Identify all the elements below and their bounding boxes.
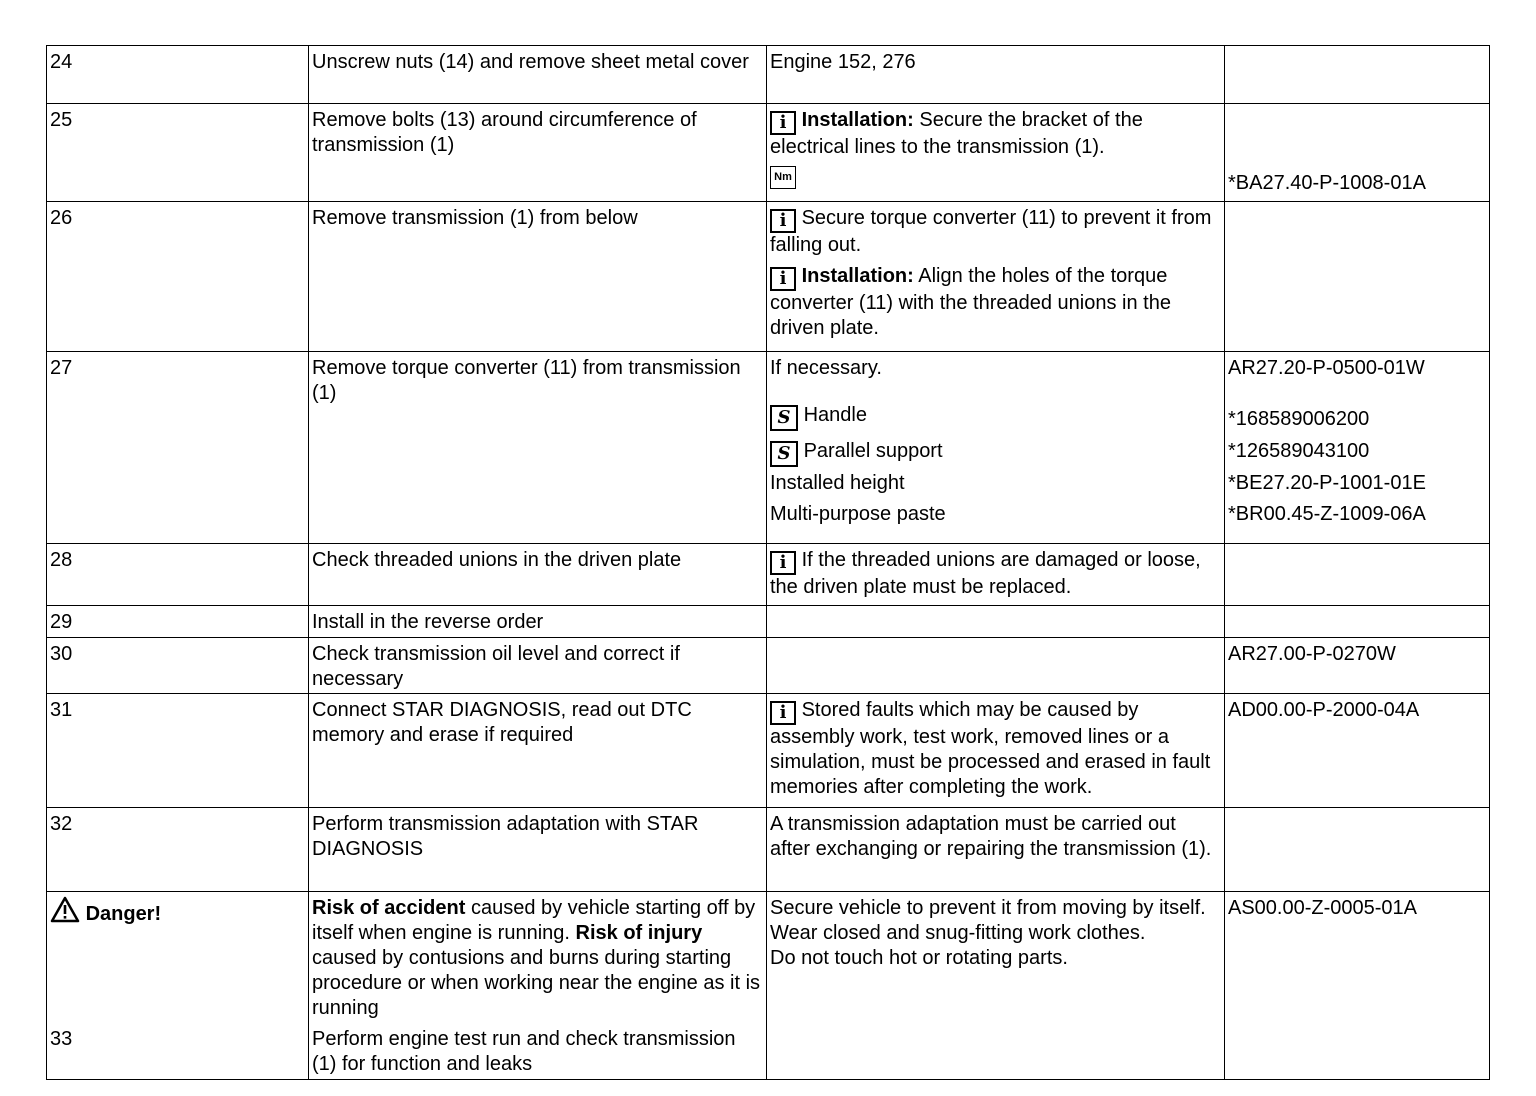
danger-reference: AS00.00-Z-0005-01A [1225, 892, 1490, 1080]
info-icon: i [770, 267, 796, 291]
step-note [767, 638, 1225, 694]
step-action: Connect STAR DIAGNOSIS, read out DTC memory and erase if required [309, 694, 767, 808]
table-row [47, 638, 1490, 694]
step-note: Engine 152, 276 [767, 46, 1225, 104]
step-note [767, 544, 1225, 606]
note-text: Secure the bracket of the electrical lines to the transmission (1). [770, 109, 1143, 158]
step-action: Check transmission oil level and correct if necessary [309, 638, 767, 694]
table-row [47, 352, 1490, 544]
note-text: Align the holes of the torque converter (11) with the threaded unions in the driven plate. [770, 265, 1171, 339]
info-icon: i [770, 209, 796, 233]
step-number: 29 [47, 606, 309, 638]
step-number: 30 [47, 638, 309, 694]
info-icon: i [770, 111, 796, 135]
procedure-table [46, 45, 1490, 1080]
special-tool-icon: S [770, 405, 798, 431]
step-action: Perform transmission adaptation with STAR DIAGNOSIS [309, 808, 767, 892]
note-text: Stored faults which may be caused by assembly work, test work, removed lines or a simulation, must be processed and erased in fault memories after completing the work. [770, 699, 1211, 798]
step-note [767, 694, 1225, 808]
item-text: Parallel support [803, 440, 943, 462]
item-reference: *BE27.20-P-1001-01E [1228, 472, 1426, 494]
step-note: A transmission adaptation must be carried out after exchanging or repairing the transmission (1). [767, 808, 1225, 892]
table-row [47, 694, 1490, 808]
item-reference: AR27.20-P-0500-01W [1228, 357, 1425, 379]
step-reference [1225, 808, 1490, 892]
info-icon: i [770, 701, 796, 725]
step-note [767, 606, 1225, 638]
danger-description [309, 892, 767, 1080]
step-action: Install in the reverse order [309, 606, 767, 638]
step-action: Check threaded unions in the driven plate [309, 544, 767, 606]
step-number: 33 [50, 1028, 73, 1050]
step-reference [1225, 46, 1490, 104]
item-reference: *126589043100 [1228, 440, 1370, 462]
step-number: 27 [47, 352, 309, 544]
table-row [47, 202, 1490, 352]
item-text: Multi-purpose paste [770, 503, 946, 525]
table-row [47, 892, 1490, 1080]
step-reference [1225, 606, 1490, 638]
risk-accident-text: caused by vehicle starting off by itself when engine is running. [312, 897, 756, 944]
step-action: Perform engine test run and check transmission (1) for function and leaks [312, 1028, 736, 1075]
item-text: Installed height [770, 472, 905, 494]
table-row [47, 46, 1490, 104]
table-row [47, 104, 1490, 202]
table-row [47, 808, 1490, 892]
step-number: 26 [47, 202, 309, 352]
warning-triangle-icon [50, 896, 80, 923]
info-icon: i [770, 551, 796, 575]
item-text: If necessary. [770, 357, 882, 379]
installation-label: Installation: [801, 265, 914, 287]
note-text: If the threaded unions are damaged or loose, the driven plate must be replaced. [770, 549, 1201, 598]
note-text: Secure torque converter (11) to prevent it from falling out. [770, 207, 1212, 256]
table-row [47, 606, 1490, 638]
step-reference: AD00.00-P-2000-04A [1225, 694, 1490, 808]
measure-text: Secure vehicle to prevent it from moving by itself. [770, 897, 1206, 919]
step-reference: AR27.00-P-0270W [1225, 638, 1490, 694]
measure-text: Wear closed and snug-fitting work clothes. [770, 922, 1146, 944]
step-reference [1225, 202, 1490, 352]
measure-text: Do not touch hot or rotating parts. [770, 947, 1068, 969]
risk-accident-label: Risk of accident [312, 897, 466, 919]
step-number: 25 [47, 104, 309, 202]
item-reference: *BR00.45-Z-1009-06A [1228, 503, 1426, 525]
danger-measures [767, 892, 1225, 1080]
special-tool-icon: S [770, 441, 798, 467]
installation-label: Installation: [801, 109, 914, 131]
step-number: 31 [47, 694, 309, 808]
step-action: Unscrew nuts (14) and remove sheet metal cover [309, 46, 767, 104]
item-text: Handle [803, 404, 867, 426]
step-number: 32 [47, 808, 309, 892]
step-note [767, 202, 1225, 352]
torque-icon: Nm [770, 166, 796, 189]
danger-label: Danger! [85, 903, 162, 925]
risk-injury-text: caused by contusions and burns during starting procedure or when working near the engine as it is running [312, 947, 761, 1019]
step-action: Remove torque converter (11) from transmission (1) [309, 352, 767, 544]
step-action: Remove transmission (1) from below [309, 202, 767, 352]
step-reference: *BA27.40-P-1008-01A [1225, 104, 1490, 202]
table-row [47, 544, 1490, 606]
item-reference: *168589006200 [1228, 408, 1370, 430]
step-reference [1225, 352, 1490, 544]
step-note [767, 104, 1225, 202]
risk-injury-label: Risk of injury [575, 922, 703, 944]
step-note [767, 352, 1225, 544]
step-action: Remove bolts (13) around circumference of transmission (1) [309, 104, 767, 202]
danger-cell [47, 892, 309, 1080]
step-number: 24 [47, 46, 309, 104]
step-reference [1225, 544, 1490, 606]
step-number: 28 [47, 544, 309, 606]
